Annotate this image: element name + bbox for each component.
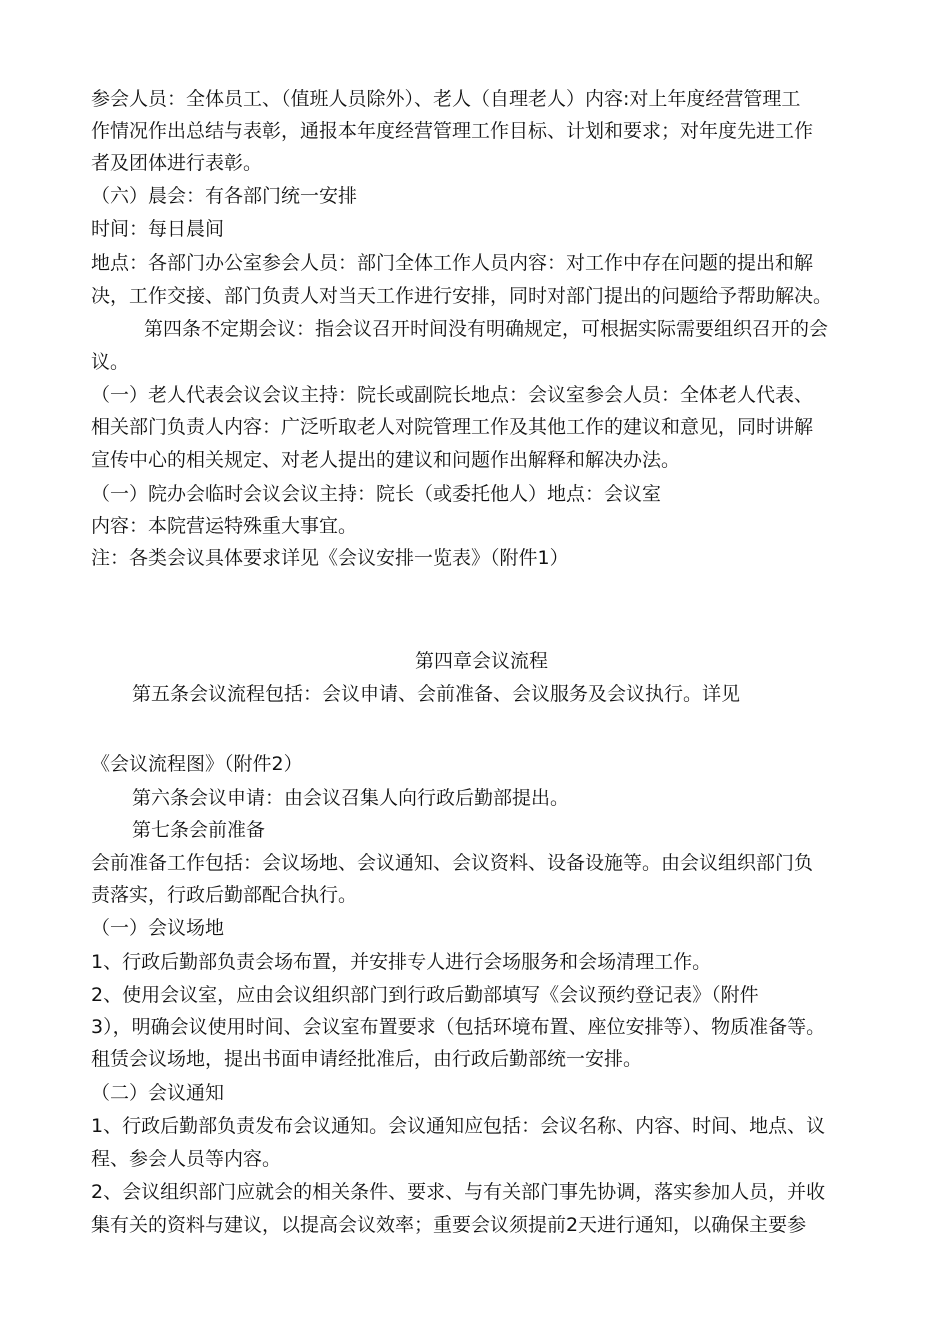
paragraph-line: 《会议流程图》（附件2） bbox=[91, 753, 303, 775]
paragraph-line: 集有关的资料与建议，以提高会议效率；重要会议须提前2天进行通知，以确保主要参 bbox=[91, 1214, 807, 1236]
note-line: 注：各类会议具体要求详见《会议安排一览表》（附件1） bbox=[91, 547, 569, 569]
article-line: 第六条会议申请：由会议召集人向行政后勤部提出。 bbox=[132, 787, 570, 809]
paragraph-line: 决，工作交接、部门负责人对当天工作进行安排，同时对部门提出的问题给予帮助解决。 bbox=[91, 285, 833, 307]
paragraph-line: 参会人员：全体员工、（值班人员除外）、老人（自理老人）内容:对上年度经营管理工 bbox=[91, 88, 801, 110]
paragraph-line: 宣传中心的相关规定、对老人提出的建议和问题作出解释和解决办法。 bbox=[91, 449, 681, 471]
paragraph-line: 相关部门负责人内容：广泛听取老人对院管理工作及其他工作的建议和意见，同时讲解 bbox=[91, 416, 814, 438]
paragraph-line: 议。 bbox=[91, 351, 130, 373]
section-heading: （一）院办会临时会议会议主持：院长（或委托他人）地点：会议室 bbox=[91, 483, 662, 505]
paragraph-line: 时间：每日晨间 bbox=[91, 218, 225, 240]
paragraph-line: 地点：各部门办公室参会人员：部门全体工作人员内容：对工作中存在问题的提出和解 bbox=[91, 252, 814, 274]
chapter-title: 第四章会议流程 bbox=[415, 650, 549, 672]
list-item: 1、行政后勤部负责发布会议通知。会议通知应包括：会议名称、内容、时间、地点、议 bbox=[91, 1115, 826, 1137]
article-line: 第四条不定期会议：指会议召开时间没有明确规定，可根据实际需要组织召开的会 bbox=[144, 318, 829, 340]
section-heading: （六）晨会：有各部门统一安排 bbox=[91, 185, 358, 207]
paragraph-line: 租赁会议场地，提出书面申请经批准后，由行政后勤部统一安排。 bbox=[91, 1048, 643, 1070]
list-item: 2、会议组织部门应就会的相关条件、要求、与有关部门事先协调，落实参加人员，并收 bbox=[91, 1181, 826, 1203]
paragraph-line: 作情况作出总结与表彰，通报本年度经营管理工作目标、计划和要求；对年度先进工作 bbox=[91, 120, 814, 142]
article-line: 第七条会前准备 bbox=[132, 819, 266, 841]
list-item: 1、行政后勤部负责会场布置，并安排专人进行会场服务和会场清理工作。 bbox=[91, 951, 712, 973]
paragraph-line: 内容：本院营运特殊重大事宜。 bbox=[91, 515, 358, 537]
section-heading: （一）会议场地 bbox=[91, 917, 225, 939]
paragraph-line: 3），明确会议使用时间、会议室布置要求（包括环境布置、座位安排等）、物质准备等。 bbox=[91, 1016, 826, 1038]
paragraph-line: 责落实，行政后勤部配合执行。 bbox=[91, 884, 358, 906]
paragraph-line: 者及团体进行表彰。 bbox=[91, 152, 263, 174]
section-heading: （一）老人代表会议会议主持：院长或副院长地点：会议室参会人员：全体老人代表、 bbox=[91, 384, 814, 406]
paragraph-line: 会前准备工作包括：会议场地、会议通知、会议资料、设备设施等。由会议组织部门负 bbox=[91, 852, 814, 874]
section-heading: （二）会议通知 bbox=[91, 1082, 225, 1104]
paragraph-line: 程、参会人员等内容。 bbox=[91, 1148, 282, 1170]
article-line: 第五条会议流程包括：会议申请、会前准备、会议服务及会议执行。详见 bbox=[132, 683, 741, 705]
list-item: 2、使用会议室，应由会议组织部门到行政后勤部填写《会议预约登记表》（附件 bbox=[91, 984, 759, 1006]
